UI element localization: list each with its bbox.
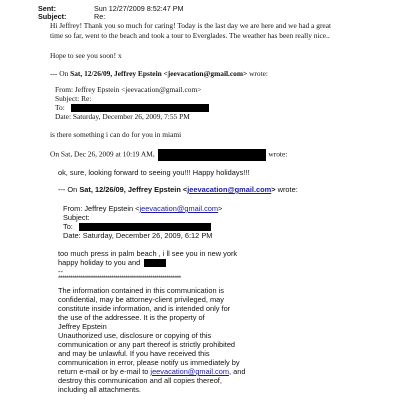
quote3-from-prefix: From: Jeffrey Epstein < [63, 204, 140, 213]
quote3-body-2 [58, 258, 166, 267]
reply-line-2: time so far, went to the beach and took a tour to Everglades. The weather has been really nice.. [50, 31, 330, 40]
disclaimer-line-10 [58, 367, 245, 376]
quote3-intro-date: Sat, 12/26/09, Jeffrey Epstein < [79, 185, 188, 194]
quote2-intro-suffix: wrote: [268, 149, 288, 159]
quote1-subject: Subject: Re: [55, 94, 92, 103]
quote3-intro-suffix: wrote: [275, 185, 298, 194]
disclaimer-line-10-suffix: , and [229, 367, 246, 376]
quote1-intro-date: Sat, 12/26/09, Jeffrey Epstein <jeevacation@gmail.com> [70, 69, 248, 78]
disclaimer-line-3: constitute inside information, and is intended only for [58, 304, 231, 313]
disclaimer-line-7: communication or any part thereof is strictly prohibited [58, 340, 236, 349]
quote1-intro-prefix: --- On [50, 69, 71, 78]
subject-value: Re: [94, 12, 106, 21]
quote3-intro-prefix: --- On [58, 185, 80, 194]
quote1-intro [50, 69, 268, 78]
quote1-to-label: To: [55, 103, 65, 112]
sent-value: Sun 12/27/2009 8:52:47 PM [94, 4, 184, 13]
quote3-from-close: > [218, 204, 223, 213]
disclaimer-line-10-prefix: return e-mail or by e-mail to [58, 367, 151, 376]
quote3-intro [58, 185, 298, 194]
quote3-to [63, 222, 211, 231]
reply-line-1: Hi Jeffrey! Thank you so much for caring! Today is the last day we are here and we had a great [50, 21, 332, 30]
disclaimer-line-2: confidential, may be attorney-client privileged, may [58, 295, 224, 304]
disclaimer-line-5: Jeffrey Epstein [58, 322, 107, 331]
reply-line-3: Hope to see you soon! x [50, 51, 122, 60]
disclaimer-line-12: including all attachments. [58, 385, 141, 394]
quote2-intro-prefix: On Sat, Dec 26, 2009 at 10:19 AM, [50, 149, 155, 159]
redaction-block [158, 149, 266, 161]
subject-label: Subject: [38, 12, 67, 21]
quote2-intro [50, 149, 287, 161]
disclaimer-line-8: and may be unlawful. If you have received this [58, 349, 210, 358]
redaction-block [144, 259, 166, 267]
disclaimer-line-4: the use of the addressee. It is the property of [58, 313, 205, 322]
quote3-body-2-text: happy holiday to you and [58, 258, 141, 267]
quote1-intro-suffix: wrote: [247, 69, 268, 78]
quote3-intro-close: > [271, 185, 276, 194]
quote1-date: Date: Saturday, December 26, 2009, 7:55 PM [55, 112, 190, 121]
sent-label: Sent: [38, 4, 56, 13]
signature-stars: ************************************************************ [58, 275, 181, 282]
quote1-to [55, 103, 209, 112]
disclaimer-line-6: Unauthorized use, disclosure or copying of this [58, 331, 212, 340]
quote3-date: Date: Saturday, December 26, 2009, 6:12 PM [63, 231, 213, 240]
disclaimer-line-1: The information contained in this communication is [58, 286, 224, 295]
quote3-subject: Subject: [63, 213, 90, 222]
quote2-body: ok, sure, looking forward to seeing you!!! Happy holidays!!! [58, 168, 250, 177]
quote3-intro-email-link[interactable]: jeevacation@gmail.com [187, 185, 272, 194]
disclaimer-line-11: destroy this communication and all copies thereof, [58, 376, 222, 385]
quote3-body-1: too much press in palm beach , i ll see you in new york [58, 249, 238, 258]
redaction-block [79, 223, 211, 231]
quote3-from [63, 204, 222, 213]
quote1-from: From: Jeffrey Epstein <jeevacation@gmail.com> [55, 85, 202, 94]
quote1-body: is there something i can do for you in miami [50, 130, 182, 139]
disclaimer-email-link[interactable]: jeevacation@gmail.com [150, 367, 229, 376]
quote3-to-label: To: [63, 222, 73, 231]
signature-dash: -- [58, 267, 63, 276]
disclaimer-line-9: communication in error, please notify us immediately by [58, 358, 240, 367]
quote3-from-email-link[interactable]: jeevacation@gmail.com [139, 204, 219, 213]
